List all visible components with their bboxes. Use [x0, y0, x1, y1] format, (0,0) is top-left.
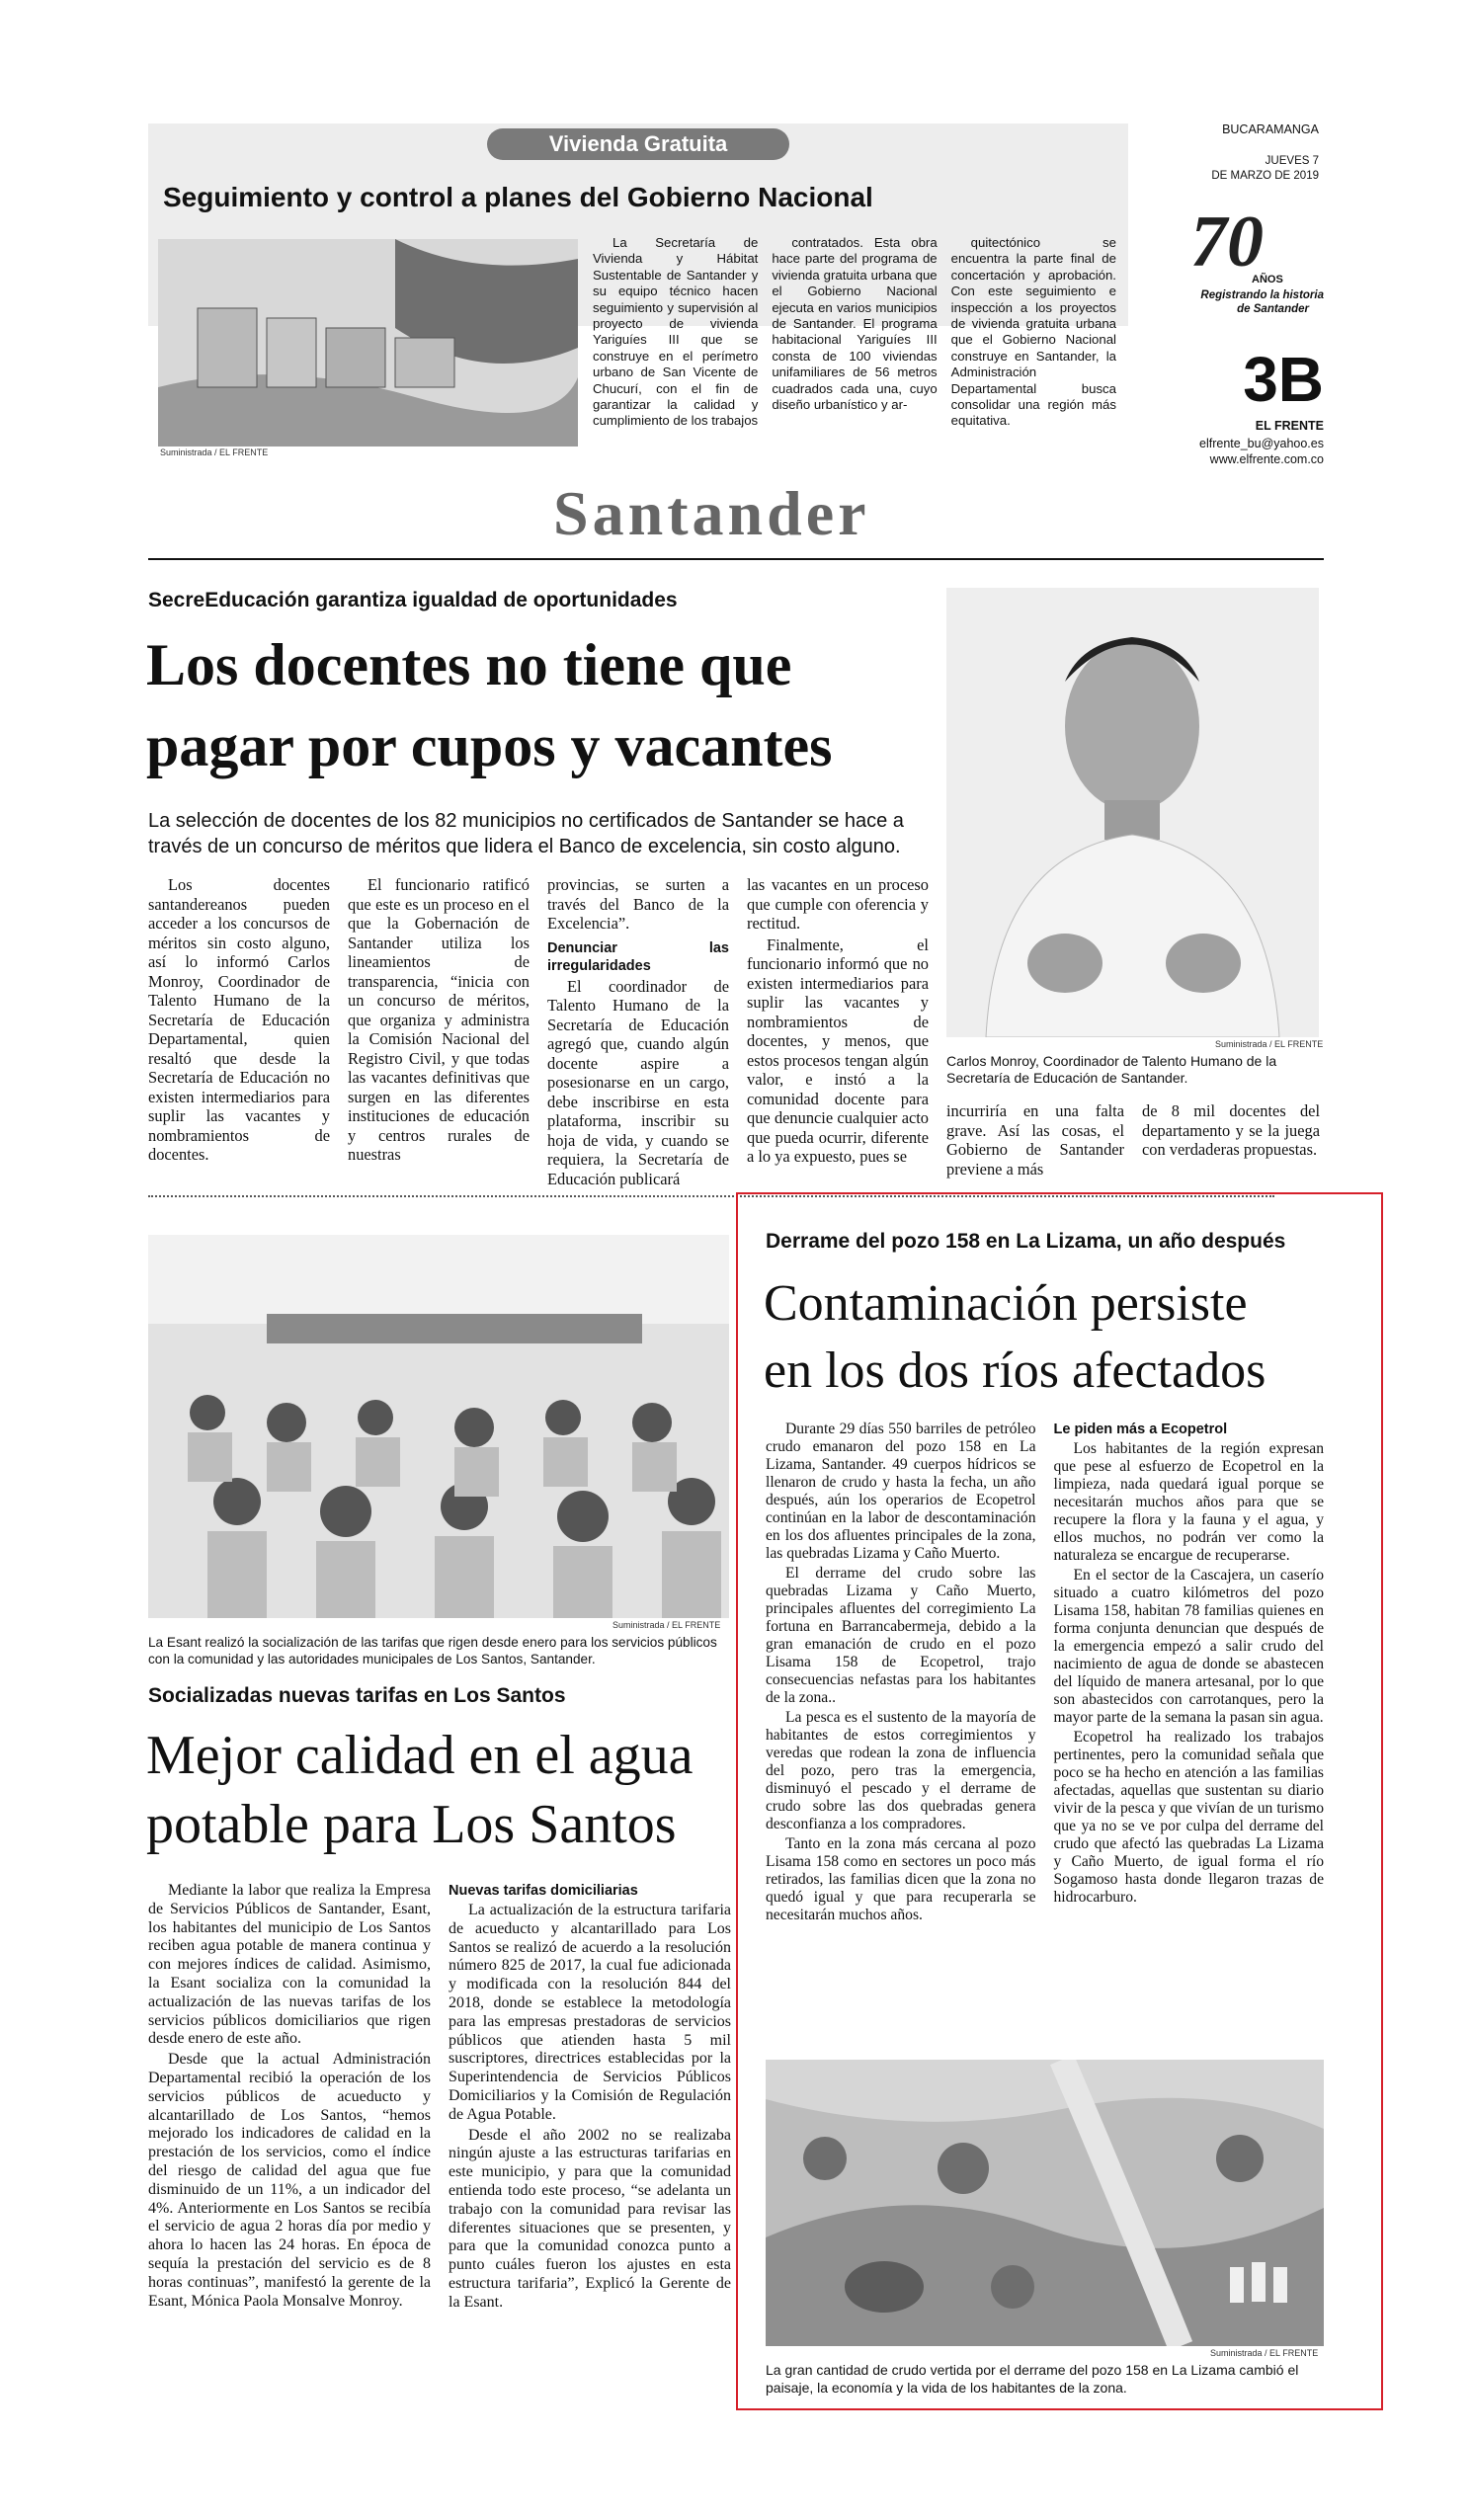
- masthead-city: BUCARAMANGA: [1222, 122, 1319, 136]
- anniversary-number: 70: [1190, 202, 1264, 283]
- section-title: Santander: [553, 478, 870, 548]
- esant-photo-credit: Suministrada / EL FRENTE: [612, 1620, 721, 1630]
- agua-col1b: Desde que la actual Administración Departamental recibió la operación de los servicios públicos de acueducto y alcantarillado de Los Santos, “hemos mejorado los indicadores de calidad en la prestación de los servicios, como el índice del riesgo de calidad del agua que fue disminuido de un 11%, a un indicador del 4%. Anteriormente en Los Santos se recibía el servicio de agua 2 horas día por medio y ahora lo hacen las 24 horas. En época de sequía la prestación del servicio es de 8 horas continuas”, manifestó la gerente de la Esant, Mónica Paola Monsalve Monroy.: [148, 2051, 431, 2310]
- section-rule: [148, 558, 1324, 560]
- vivienda-photo-credit: Suministrada / EL FRENTE: [160, 447, 269, 457]
- docentes-kicker: SecreEducación garantiza igualdad de oportunidades: [148, 589, 678, 611]
- monroy-photo-credit: Suministrada / EL FRENTE: [1215, 1039, 1324, 1049]
- anniversary-tagline-2: de Santander: [1237, 303, 1309, 315]
- vivienda-photo: [158, 239, 578, 447]
- docentes-columns-bottom: [946, 1101, 1320, 1180]
- page-number: 3B: [1243, 344, 1324, 415]
- lizama-subhead: Le piden más a Ecopetrol: [1053, 1422, 1228, 1437]
- docentes-col3b: El coordinador de Talento Humano de la Secretaría de Educación agregó que, cuando algún docente aspire a posesionarse en un cargo, debe inscribirse en esta plataforma, inscribir su hoja de vida, y cuando se requiera, la Secretaría de Educación publicará: [547, 976, 729, 1188]
- lizama-kicker: Derrame del pozo 158 en La Lizama, un año después: [766, 1230, 1286, 1253]
- vivienda-col3: quitectónico se encuentra la parte final de concertación y aprobación. Con este seguimiento e inspección a los proyectos de vivienda gratuita urbana que el Gobierno Nacional construye en Santander, la Administración Departamental busca consolidar una región más equitativa.: [950, 235, 1116, 429]
- monroy-caption: Carlos Monroy, Coordinador de Talento Humano de la Secretaría de Educación de Santander.: [946, 1053, 1277, 1086]
- docentes-subhead: Denunciar las irregularidades: [547, 939, 729, 974]
- paper-name: EL FRENTE: [1255, 419, 1324, 433]
- docentes-col5: incurriría en una falta grave. Así las cosas, el Gobierno de Santander previene a más: [946, 1101, 1124, 1179]
- lizama-photo-credit: Suministrada / EL FRENTE: [1210, 2348, 1319, 2358]
- section-tab: Vivienda Gratuita: [487, 128, 789, 160]
- lizama-col1a: Durante 29 días 550 barriles de petróleo crudo emanaron del pozo 158 en La Lizama, Santander. 49 cuerpos hídricos se llenaron de crudo y hasta la fecha, un año después, aún los operarios de Ecopetrol continúan en la labor de descontaminación en los dos afluentes principales de la zona, las quebradas Lizama y Caño Muerto.: [766, 1421, 1036, 1562]
- agua-col1a: Mediante la labor que realiza la Empresa de Servicios Públicos de Santander, Esant, los habitantes del municipio de Los Santos reciben agua potable de manera continua y con mejores índices de calidad. Asimismo, la Esant socializa con la comunidad la actualización de las nuevas tarifas de los servicios públicos domiciliarios que rigen desde enero de este año.: [148, 1882, 431, 2048]
- esant-caption: La Esant realizó la socialización de las tarifas que rigen desde enero para los servicios públicos con la comunidad y las autoridades municipales de Los Santos, Santander.: [148, 1635, 717, 1666]
- vivienda-columns: [593, 235, 1116, 432]
- masthead-email: elfrente_bu@yahoo.es: [1199, 437, 1324, 450]
- anniversary-label: AÑOS: [1252, 274, 1283, 285]
- anniversary-logo: [1190, 202, 1324, 331]
- lizama-col1c: La pesca es el sustento de la mayoría de habitantes de estos corregimientos y veredas que rodean la zona de influencia del pozo, pero tras la emergencia, disminuyó el pescado y el derrame de crudo sobre las dos quebradas genera desconfianza a los compradores.: [766, 1709, 1036, 1832]
- lizama-col2b: En el sector de la Cascajera, un caserío situado a cuatro kilómetros del pozo Lisama 158, habitan 78 familias quienes en forma conjunta denuncian que después de la emergencia empezó a salir crudo del nacimiento de agua de donde se abastecen del líquido de manera artesanal, por lo que son abastecidos con carrotanques, pero la mayor parte de la semana la pasan sin agua.: [1053, 1567, 1324, 1726]
- lizama-col2c: Ecopetrol ha realizado los trabajos pertinentes, pero la comunidad señala que poco se ha hecho en atención a las familias afectadas, aquellas que sustentan su diario vivir de la pesca y que vivían de un turismo que ya no se ve por culpa del derrame del crudo que afectó las quebradas La Lizama y Caño Muerto, de igual forma el río Sogamoso hasta donde llegaron trazas de hidrocarburo.: [1053, 1729, 1324, 1906]
- docentes-headline-2: pagar por cupos y vacantes: [146, 713, 833, 778]
- anniversary-tagline-1: Registrando la historia: [1200, 289, 1324, 301]
- monroy-photo: [946, 588, 1319, 1037]
- lizama-aerial-photo: [766, 2060, 1324, 2346]
- agua-col2a: La actualización de la estructura tarifaria de acueducto y alcantarillado para Los Santos se realizó de acuerdo a la resolución número 825 de 2017, la cual fue adicionada y modificada con la resolución 844 del 2018, donde se establece la metodología para las empresas prestadoras de servicios públicos que atienden hasta 5 mil suscriptores, directrices establecidas por la Superintendencia de Servicios Públicos Domiciliarios y la Comisión de Regulación de Agua Potable.: [449, 1902, 731, 2123]
- lizama-col2a: Los habitantes de la región expresan que pese al esfuerzo de Ecopetrol en la limpieza, nada quedará igual porque se necesitarán muchos años para que se recupere la flora y la fauna y el agua, y ellos muchos, no podrán ver como la naturaleza se encargue de recuperarse.: [1053, 1440, 1324, 1564]
- docentes-col3a: provincias, se surten a través del Banco de la Excelencia”.: [547, 875, 729, 933]
- docentes-col2: El funcionario ratificó que este es un proceso en el que la Gobernación de Santander utiliza los lineamientos de transparencia, “inicia con un concurso de méritos, que organiza y administra la Comisión Nacional del Registro Civil, y que todas las vacantes definitivas que surgen en las diferentes instituciones de educación y centros rurales de nuestras: [348, 875, 530, 1164]
- masthead-website: www.elfrente.com.co: [1209, 452, 1324, 466]
- esant-meeting-photo: [148, 1235, 729, 1618]
- vivienda-col1: La Secretaría de Vivienda y Hábitat Sustentable de Santander y su equipo técnico hacen seguimiento y supervisión al proyecto de vivienda Yariguíes III que se construye en el perímetro urbano de San Vicente de Chucurí, con el fin de garantizar la calidad y cumplimiento de los trabajos: [593, 235, 759, 429]
- vivienda-headline: Seguimiento y control a planes del Gobierno Nacional: [163, 182, 873, 212]
- docentes-col1: Los docentes santandereanos pueden acceder a los concursos de méritos sin costo alguno, así lo informó Carlos Monroy, Coordinador de Talento Humano de la Secretaría de Educación Departamental, quien resaltó que desde la Secretaría de Educación no existen intermediarios para suplir las vacantes y nombramientos de docentes.: [148, 875, 330, 1164]
- docentes-col4b: Finalmente, el funcionario informó que no existen intermediarios para suplir las vacantes y nombramientos de docentes, y menos, que estos procesos tengan algún valor, e instó a la comunidad docente para que denuncie cualquier acto que pueda ocurrir, diferente a lo ya expuesto, pues se: [747, 935, 929, 1166]
- agua-subhead: Nuevas tarifas domiciliarias: [449, 1883, 638, 1899]
- agua-headline-2: potable para Los Santos: [146, 1794, 677, 1855]
- docentes-deck: La selección de docentes de los 82 municipios no certificados de Santander se hace a través de un concurso de méritos que lidera el Banco de excelencia, sin costo alguno.: [148, 810, 904, 857]
- docentes-columns-top: [148, 875, 929, 1188]
- lizama-col1d: Tanto en la zona más cercana al pozo Lisama 158 como en sectores un poco más retirados, las familias dicen que la zona no quedó igual y que para recuperarla se necesitarán muchos años.: [766, 1835, 1036, 1923]
- agua-kicker: Socializadas nuevas tarifas en Los Santos: [148, 1684, 566, 1707]
- lizama-columns: [766, 1421, 1324, 1926]
- agua-col2b: Desde el año 2002 no se realizaba ningún ajuste a las estructuras tarifarias en este municipio, y para que la comunidad entienda todo este proceso, “se adelanta un trabajo con la comunidad para revisar las diferentes situaciones que se presenten, y para que la comunidad conozca punto a punto cuáles fueron los ajustes en esta estructura tarifaria”, Explicó la Gerente de la Esant.: [449, 2126, 731, 2311]
- agua-headline-1: Mejor calidad en el agua: [146, 1725, 694, 1786]
- lizama-headline-2: en los dos ríos afectados: [764, 1342, 1266, 1399]
- docentes-col4a: las vacantes en un proceso que cumple con oferencia y rectitud.: [747, 875, 929, 933]
- agua-columns: [148, 1882, 731, 2315]
- vivienda-col2: contratados. Esta obra hace parte del programa de vivienda gratuita urbana que el Gobierno Nacional ejecuta en varios municipios de Santander. El programa habitacional Yariguíes III consta de 100 viviendas unifamiliares de 56 metros cuadrados cada una, cuyo diseño urbanístico y ar-: [772, 235, 938, 413]
- masthead-date-1: JUEVES 7: [1265, 155, 1319, 167]
- lizama-headline-1: Contaminación persiste: [764, 1275, 1248, 1332]
- lizama-col1b: El derrame del crudo sobre las quebradas Lizama y Caño Muerto, principales afluentes del corregimiento La fortuna en Barrancabermeja, debido a la gran emanación de crudo en el pozo Lisama 158 de Ecopetrol, trajo consecuencias nefastas para los habitantes de la zona..: [766, 1565, 1036, 1706]
- masthead-date-2: DE MARZO DE 2019: [1211, 170, 1319, 182]
- lizama-caption: La gran cantidad de crudo vertida por el derrame del pozo 158 en La Lizama cambió el paisaje, la economía y la vida de los habitantes de la zona.: [766, 2362, 1299, 2396]
- docentes-col6: de 8 mil docentes del departamento y se la juega con verdaderas propuestas.: [1142, 1101, 1320, 1159]
- docentes-headline-1: Los docentes no tiene que: [146, 632, 792, 697]
